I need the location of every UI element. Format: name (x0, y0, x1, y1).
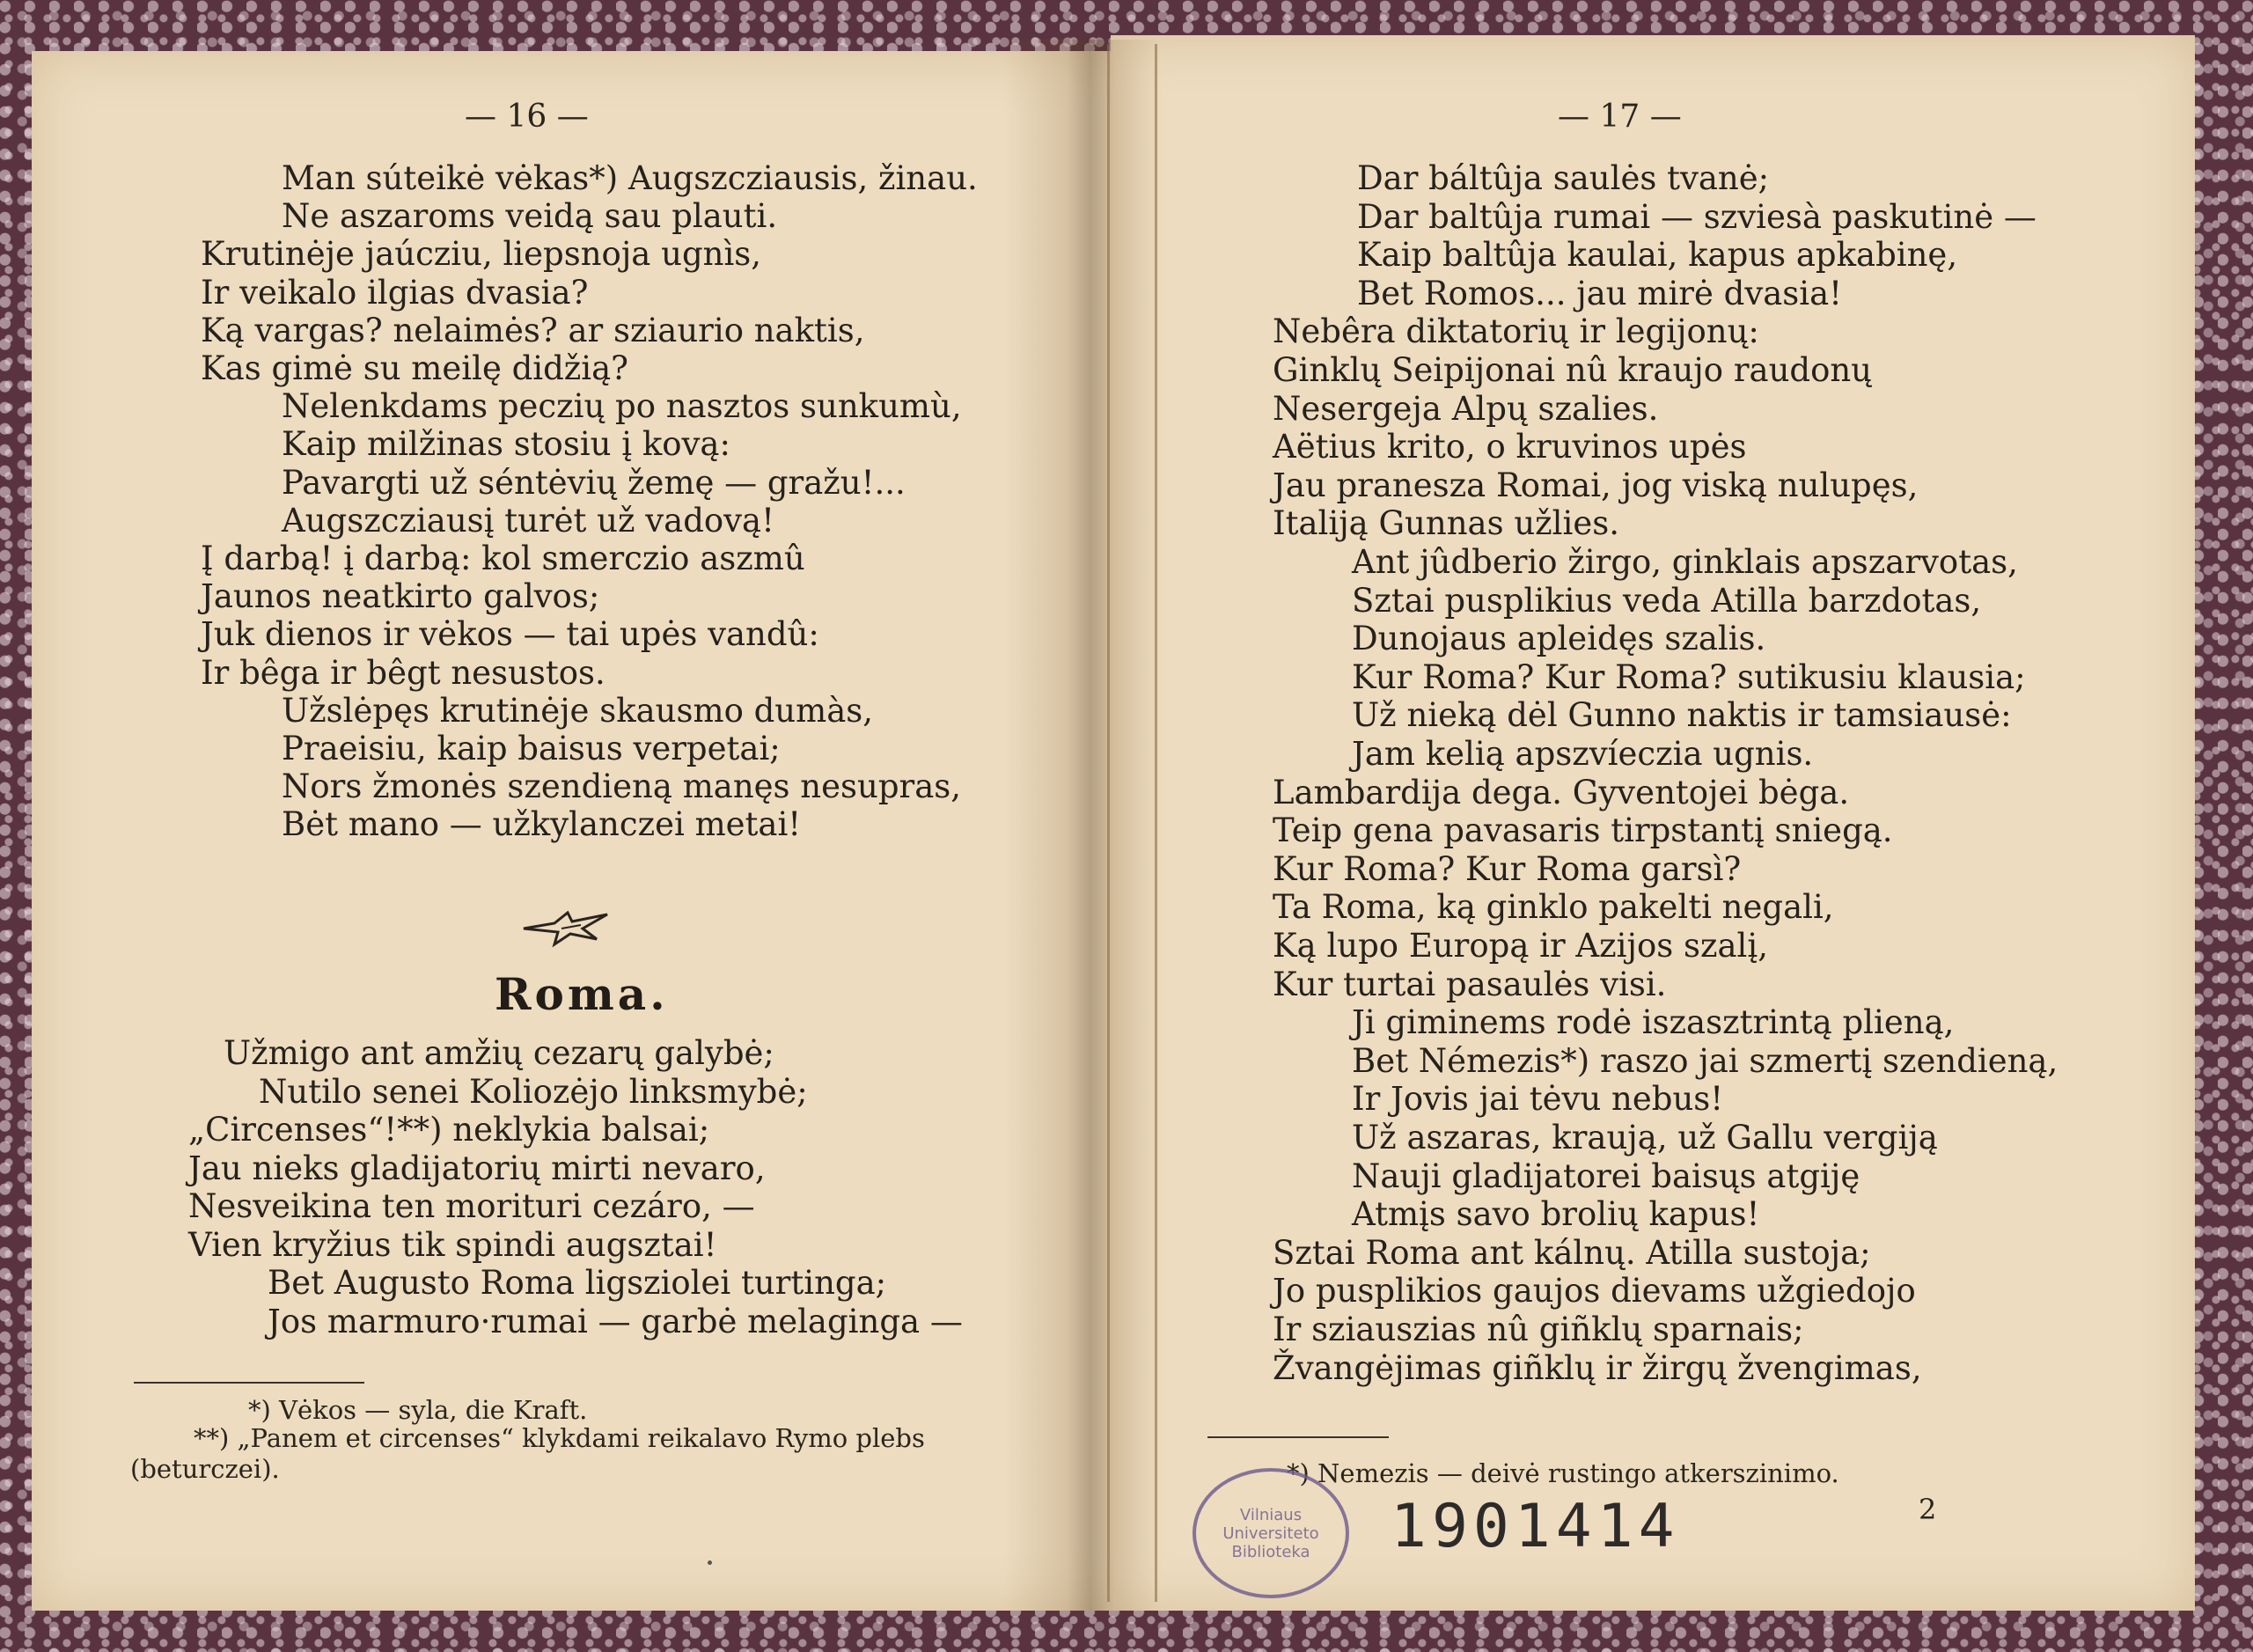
ornament-dove-icon (519, 902, 616, 951)
left-stanza-line: Ir veikalo ilgias dvasia? (201, 273, 589, 312)
right-poem-line: Už nieką dėl Gunno naktis ir tamsiausė: (1352, 696, 2012, 735)
right-poem-line: Ką lupo Europą ir Azijos szalį, (1273, 927, 1768, 965)
right-page-number: — 17 — (1558, 99, 1682, 135)
left-footnote-line: **) „Panem et circenses“ klykdami reikalavo Rymo plebs (194, 1423, 925, 1453)
printer-signature: 2 (1919, 1493, 1937, 1526)
right-poem-line: Aëtius krito, o kruvinos upės (1273, 428, 1747, 466)
roma-stanza-line: Jau nieks gladijatorių mirti nevaro, (188, 1149, 766, 1187)
roma-stanza-line: Užmigo ant amžių cezarų galybė; (224, 1034, 774, 1072)
left-stanza-line: Ką vargas? nelaimės? ar sziaurio naktis, (201, 311, 865, 349)
right-poem-line: Kur Roma? Kur Roma? sutikusiu klausia; (1352, 657, 2026, 696)
right-footnote-rule (1207, 1436, 1389, 1438)
left-stanza-line: Nelenkdams peczių po nasztos sunkumù, (282, 387, 962, 426)
right-poem-line: Dunojaus apleidęs szalis. (1352, 620, 1766, 658)
gutter-line-left (1107, 44, 1110, 1602)
right-poem-line: Jo pusplikios gaujos dievams užgiedojo (1273, 1272, 1916, 1311)
left-stanza-line: Juk dienos ir vėkos — tai upės vandû: (201, 615, 819, 654)
right-poem-line: Ir Jovis jai tėvu nebus! (1352, 1080, 1724, 1119)
left-stanza-line: Man súteikė vėkas*) Augszcziausis, žinau. (282, 159, 978, 197)
left-stanza-line: Ne aszaroms veidą sau plauti. (282, 197, 778, 236)
stamp-line: Biblioteka (1231, 1542, 1310, 1561)
book-gutter (1003, 40, 1162, 1611)
left-stanza-line: Praeisiu, kaip baisus verpetai; (282, 730, 781, 767)
right-poem-line: Dar báltûja saulės tvanė; (1357, 159, 1770, 197)
left-page-number: — 16 — (465, 99, 589, 135)
left-footnote-line: *) Vėkos — syla, die Kraft. (248, 1395, 588, 1425)
right-poem-line: Ir sziauszias nû giñklų sparnais; (1273, 1311, 1804, 1348)
left-stanza-line: Bėt mano — užkylanczei metai! (282, 805, 802, 844)
stamp-line: Vilniaus (1239, 1505, 1303, 1524)
right-poem-line: Teip gena pavasaris tirpstantį sniegą. (1273, 811, 1893, 850)
right-footnote: *) Nemezis — deivė rustingo atkerszinimo. (1287, 1458, 1839, 1488)
left-stanza-line: Augszcziausį turėt už vadovą! (282, 501, 774, 540)
right-poem-line: Nauji gladijatorei baisųs atgiję (1352, 1156, 1860, 1195)
stamp-line: Universiteto (1222, 1524, 1319, 1543)
left-stanza-line: Jaunos neatkirto galvos; (201, 577, 600, 616)
right-poem-line: Kaip baltûja kaulai, kapus apkabinę, (1357, 236, 1958, 275)
roma-stanza-line: Nutilo senei Koliozėjo linksmybė; (259, 1072, 808, 1111)
left-footnote-line: (beturczei). (130, 1454, 280, 1484)
poem-title: Roma. (495, 968, 669, 1020)
roma-stanza-line: Bet Augusto Roma ligsziolei turtinga; (268, 1264, 887, 1302)
right-poem-line: Sztai Roma ant kálnų. Atilla sustoja; (1273, 1233, 1871, 1272)
left-stanza-line: Krutinėje jaúcziu, liepsnoja ugnìs, (201, 235, 762, 274)
right-poem-line: Ji giminems rodė iszasztrintą plieną, (1352, 1003, 1955, 1042)
left-stanza-line: Ir bêga ir bêgt nesustos. (201, 653, 605, 692)
roma-stanza-line: Vien kryžius tik spindi augsztai! (188, 1225, 717, 1264)
right-poem-line: Jam kelią apszvíeczia ugnis. (1352, 735, 1814, 773)
right-poem-line: Žvangėjimas giñklų ir žirgų žvengimas, (1273, 1348, 1922, 1387)
handwritten-inventory-number: 1901414 (1391, 1492, 1680, 1561)
left-stanza-line: Nors žmonės szendieną manęs nesupras, (282, 767, 962, 806)
right-poem-line: Kur Roma? Kur Roma garsì? (1273, 849, 1742, 888)
right-poem-line: Ginklų Seipijonai nû kraujo raudonų (1273, 351, 1873, 389)
right-poem-line: Dar baltûja rumai — szviesà paskutinė — (1357, 197, 2037, 236)
left-stanza-line: Į darbą! į darbą: kol smerczio aszmû (201, 540, 805, 577)
right-poem-line: Bet Némezis*) raszo jai szmertį szendieną, (1352, 1041, 2059, 1080)
right-poem-line: Kur turtai pasaulės visi. (1273, 965, 1667, 1003)
left-footnote-rule (134, 1382, 364, 1384)
roma-stanza-line: Nesveikina ten morituri cezáro, — (188, 1187, 755, 1225)
left-stanza-line: Užslėpęs krutinėje skausmo dumàs, (282, 691, 874, 730)
left-stanza-line: Kaip milžinas stosiu į kovą: (282, 425, 730, 464)
roma-stanza-line: „Circenses“!**) neklykia balsai; (188, 1111, 710, 1149)
right-poem-line: Atmįs savo brolių kapus! (1352, 1195, 1760, 1234)
right-poem-line: Nesergeja Alpų szalies. (1273, 389, 1659, 428)
paper-speck (708, 1560, 712, 1565)
right-poem-line: Jau pranesza Romai, jog viską nulupęs, (1273, 466, 1919, 504)
right-poem-line: Lambardija dega. Gyventojei bėga. (1273, 773, 1850, 811)
left-stanza-line: Pavargti už séntėvių žemę — gražu!... (282, 463, 906, 502)
gutter-line-right (1155, 44, 1157, 1602)
right-poem-line: Ant jûdberio žirgo, ginklais apszarvotas, (1352, 543, 2018, 581)
right-poem-line: Bet Romos... jau mirė dvasia! (1357, 274, 1843, 312)
right-poem-line: Ta Roma, ką ginklo pakelti negali, (1273, 888, 1834, 927)
right-poem-line: Sztai pusplikius veda Atilla barzdotas, (1352, 581, 1982, 620)
right-poem-line: Italiją Gunnas užlies. (1273, 504, 1619, 543)
roma-stanza-line: Jos marmuro·rumai — garbė melaginga — (268, 1302, 963, 1340)
right-poem-line: Nebêra diktatorių ir legijonų: (1273, 312, 1759, 351)
left-stanza-line: Kas gimė su meilę didžią? (201, 349, 629, 387)
right-poem-line: Už aszaras, kraują, už Gallu vergiją (1352, 1119, 1938, 1156)
library-stamp (1193, 1468, 1349, 1598)
